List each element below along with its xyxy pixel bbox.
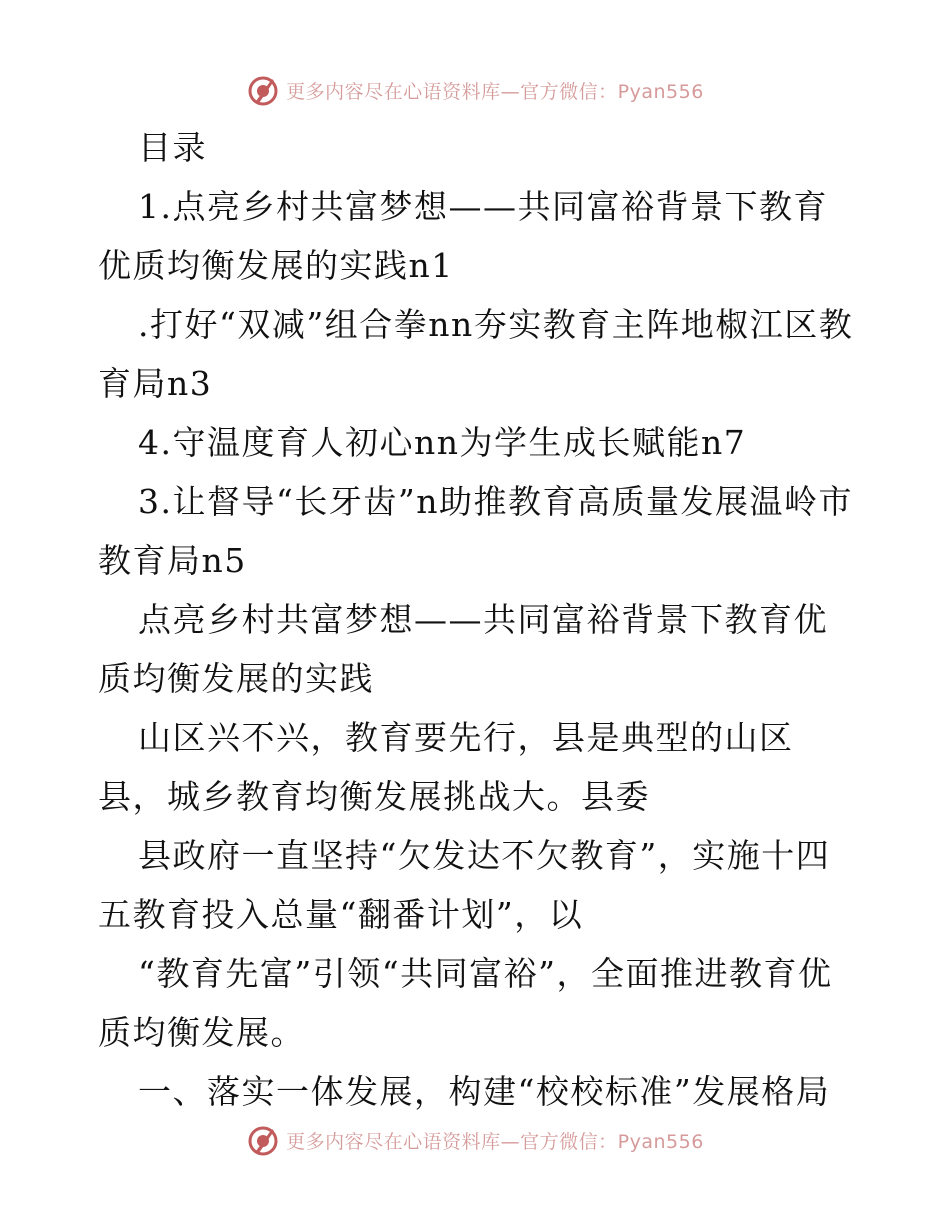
body-paragraph: 县政府一直坚持“欠发达不欠教育”，实施十四五教育投入总量“翻番计划”，以 [98, 836, 831, 934]
section-title: 点亮乡村共富梦想——共同富裕背景下教育优质均衡发展的实践 [98, 600, 828, 698]
watermark-text: 更多内容尽在心语资料库—官方微信：Pyan556 [286, 80, 704, 103]
toc-entry: .打好“双减”组合拳nn夯实教育主阵地椒江区教育局n3 [98, 305, 854, 403]
toc-entry: 3.让督导“长牙齿”n助推教育高质量发展温岭市教育局n5 [98, 482, 853, 580]
body-paragraph: 山区兴不兴，教育要先行，县是典型的山区县，城乡教育均衡发展挑战大。县委 [98, 718, 794, 816]
body-paragraph: “教育先富”引领“共同富裕”，全面推进教育优质均衡发展。 [98, 954, 833, 1052]
header-watermark [0, 70, 950, 110]
footer-watermark [0, 1120, 950, 1160]
toc-heading: 目录 [138, 128, 207, 167]
quill-seal-icon [246, 1123, 280, 1157]
quill-seal-icon [246, 73, 280, 107]
document-body [98, 118, 858, 1121]
toc-entry: 4.守温度育人初心nn为学生成长赋能n7 [138, 423, 747, 462]
watermark-text: 更多内容尽在心语资料库—官方微信：Pyan556 [286, 1130, 704, 1153]
subsection-heading: 一、落实一体发展，构建“校校标准”发展格局 [138, 1072, 831, 1111]
toc-entry: 1.点亮乡村共富梦想——共同富裕背景下教育优质均衡发展的实践n1 [98, 187, 828, 285]
